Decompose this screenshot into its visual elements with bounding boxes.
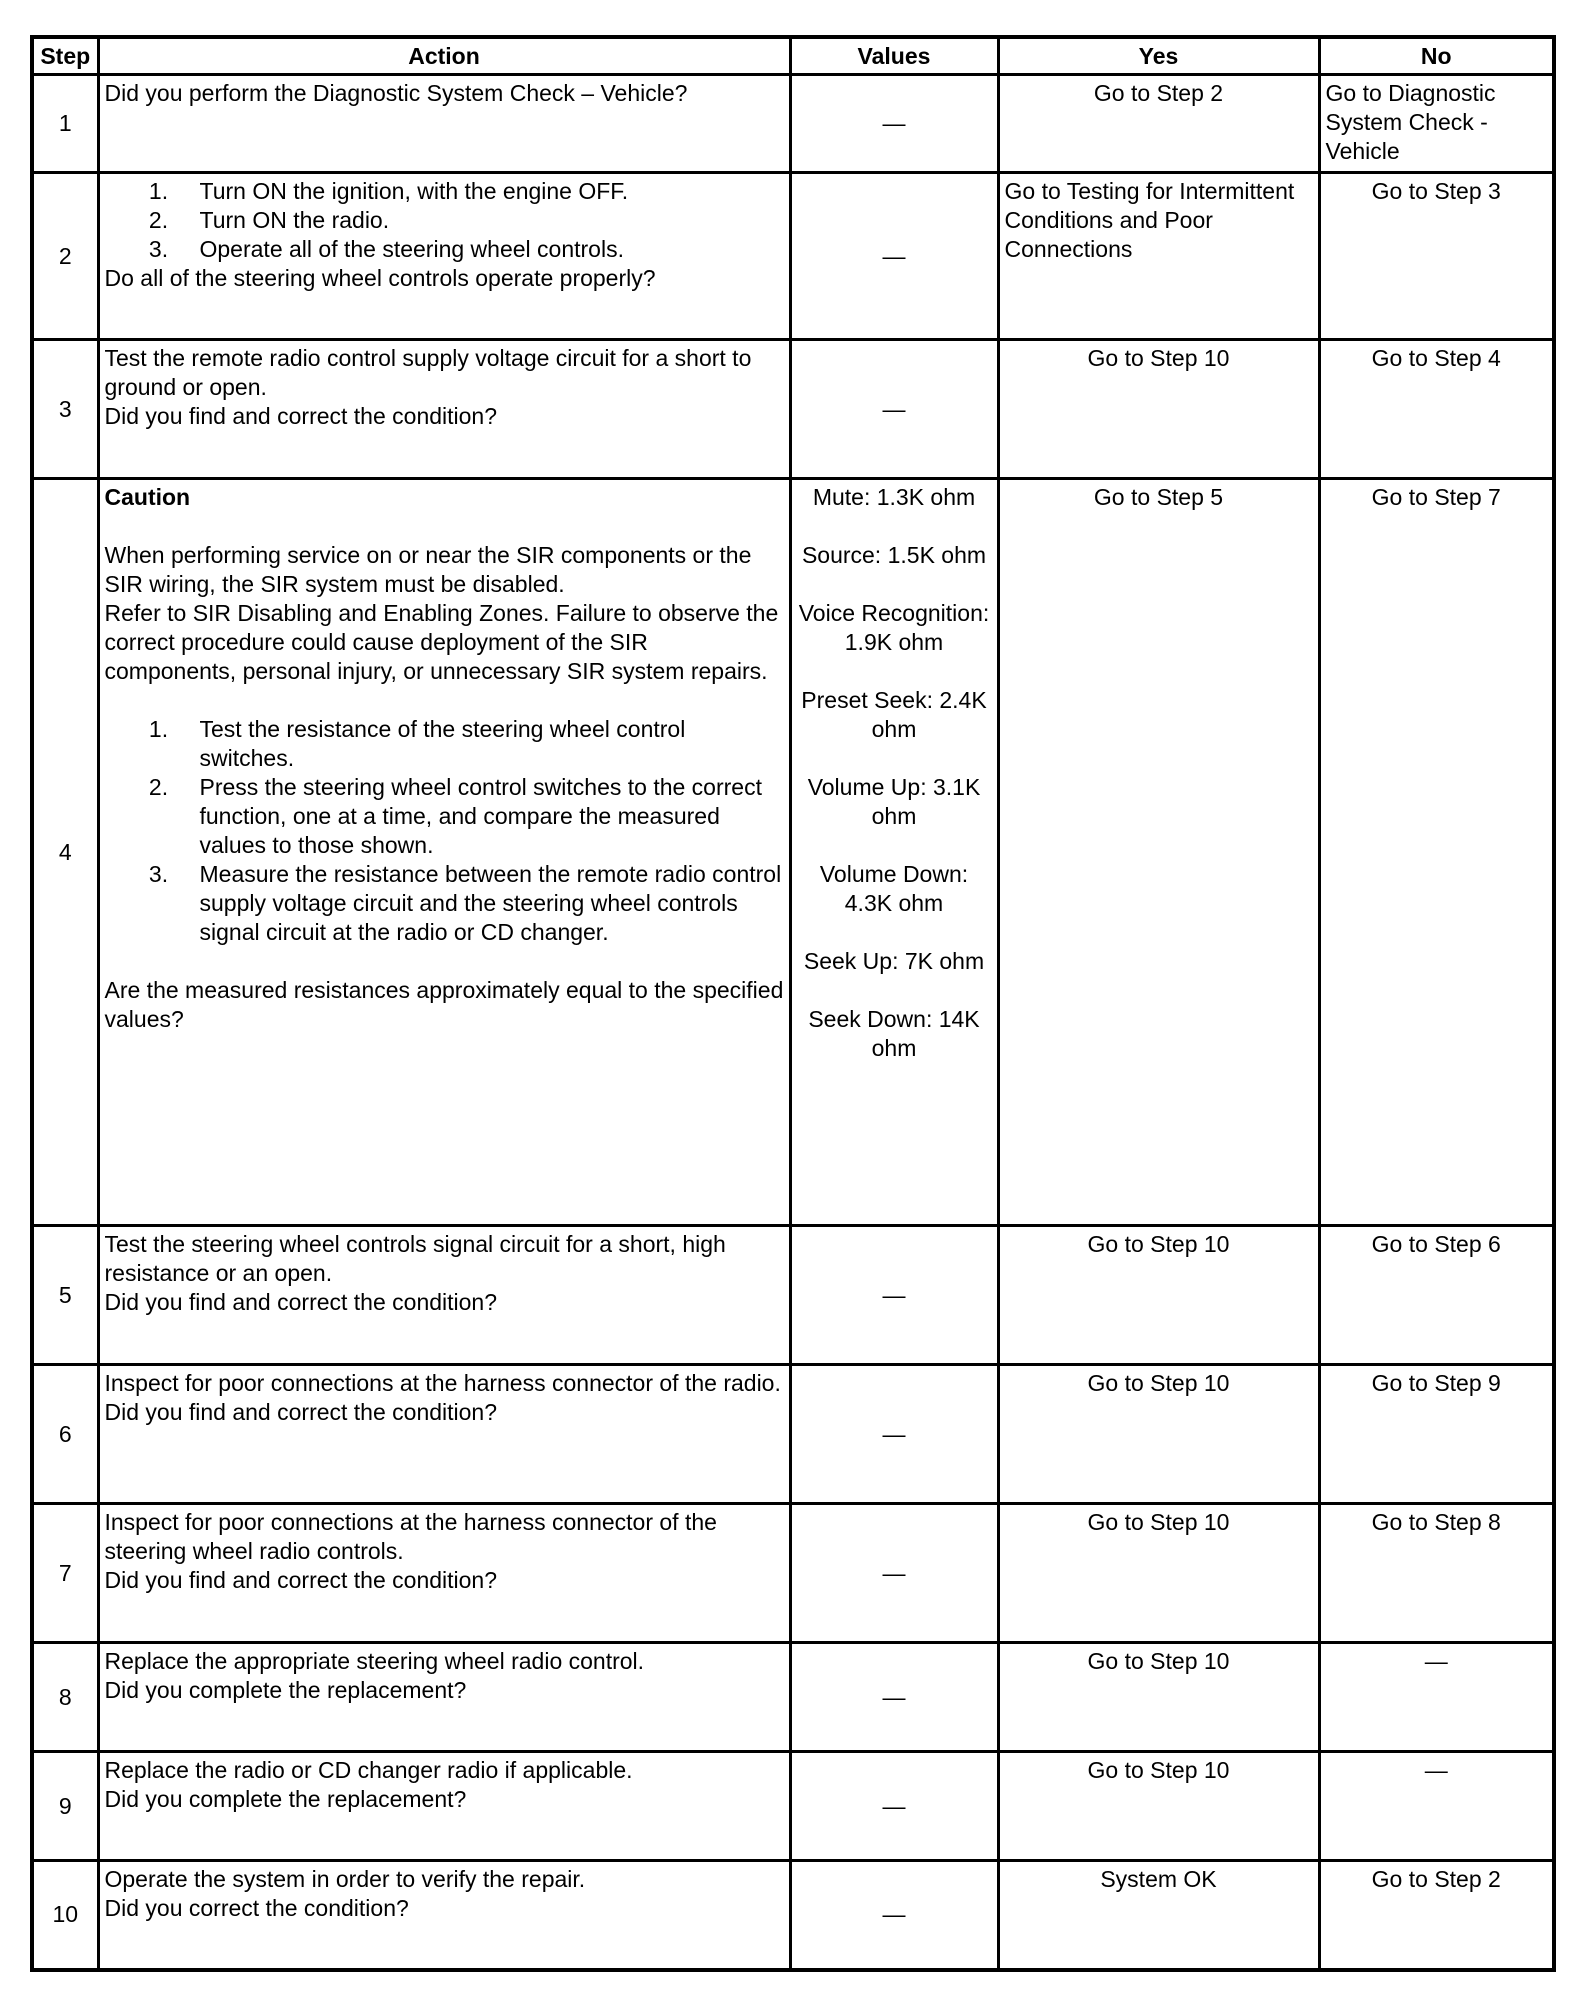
step-number: 5 <box>32 1226 98 1365</box>
yes-cell <box>998 1752 1319 1861</box>
step-number: 1 <box>32 75 98 173</box>
no-result: Go to Step 8 <box>1371 1509 1501 1535</box>
yes-cell <box>998 173 1319 340</box>
resistance-value: Source: 1.5K ohm <box>801 542 987 568</box>
table-row-step-6 <box>32 1365 1554 1504</box>
step-number: 6 <box>32 1365 98 1504</box>
yes-cell <box>998 479 1319 1226</box>
no-result: — <box>1424 1648 1448 1674</box>
no-result: — <box>1424 1757 1448 1783</box>
yes-cell <box>998 75 1319 173</box>
yes-result: Go to Step 10 <box>1087 1370 1230 1396</box>
no-result: Go to Step 9 <box>1371 1370 1501 1396</box>
action-cell <box>98 1226 790 1365</box>
action-step-item: 1. Turn ON the ignition, with the engine OFF. <box>175 177 784 206</box>
action-cell <box>98 1643 790 1752</box>
action-question: Did you find and correct the condition? <box>104 403 498 429</box>
resistance-value: Seek Down: 14K ohm <box>808 1006 980 1061</box>
action-cell <box>98 479 790 1226</box>
yes-result: Go to Step 2 <box>1093 80 1224 106</box>
header-action: Action <box>98 37 790 75</box>
action-steps-list <box>105 715 784 947</box>
no-cell <box>1319 479 1554 1226</box>
resistance-value: Voice Recognition: 1.9K ohm <box>798 600 990 655</box>
yes-cell <box>998 1643 1319 1752</box>
action-cell <box>98 1861 790 1970</box>
yes-result: Go to Step 10 <box>1087 1509 1230 1535</box>
action-question: Did you find and correct the condition? <box>104 1567 498 1593</box>
action-step-item: 3. Operate all of the steering wheel controls. <box>175 235 784 264</box>
table-row-step-1 <box>32 75 1554 173</box>
table-row-step-7 <box>32 1504 1554 1643</box>
header-no: No <box>1319 37 1554 75</box>
resistance-values-list <box>797 483 992 1063</box>
action-text: Replace the radio or CD changer radio if applicable. <box>104 1757 633 1783</box>
action-step-item: 1. Test the resistance of the steering wheel control switches. <box>175 715 784 773</box>
values-cell <box>790 479 998 1226</box>
step-number: 4 <box>32 479 98 1226</box>
table-row-step-8 <box>32 1643 1554 1752</box>
action-cell <box>98 1365 790 1504</box>
no-cell <box>1319 75 1554 173</box>
table-row-step-4 <box>32 479 1554 1226</box>
action-step-item: 2. Press the steering wheel control switches to the correct function, one at a time, and compare the measured values to those shown. <box>175 773 784 860</box>
no-cell <box>1319 1226 1554 1365</box>
table-row-step-5 <box>32 1226 1554 1365</box>
resistance-value: Mute: 1.3K ohm <box>812 484 976 510</box>
action-question: Did you find and correct the condition? <box>104 1399 498 1425</box>
no-cell <box>1319 340 1554 479</box>
values-cell: — <box>790 1504 998 1643</box>
caution-title: Caution <box>104 484 191 510</box>
values-cell: — <box>790 1643 998 1752</box>
no-cell <box>1319 1861 1554 1970</box>
no-result: Go to Step 6 <box>1371 1231 1501 1257</box>
no-result: Go to Diagnostic System Check - Vehicle <box>1325 80 1496 164</box>
no-cell <box>1319 1365 1554 1504</box>
table-row-step-2 <box>32 173 1554 340</box>
yes-result: Go to Step 10 <box>1087 1757 1230 1783</box>
table-row-step-10 <box>32 1861 1554 1970</box>
yes-result: System OK <box>1100 1866 1217 1892</box>
values-cell: — <box>790 1226 998 1365</box>
step-number: 3 <box>32 340 98 479</box>
action-cell <box>98 1752 790 1861</box>
yes-cell <box>998 1226 1319 1365</box>
yes-cell <box>998 1861 1319 1970</box>
caution-text-2: Refer to SIR Disabling and Enabling Zones. Failure to observe the correct procedure could cause deployment of the SIR components, personal injury, or unnecessary SIR system repairs. <box>104 600 779 684</box>
caution-text: When performing service on or near the SIR components or the SIR wiring, the SIR system must be disabled. <box>104 542 752 597</box>
action-cell <box>98 75 790 173</box>
resistance-value: Seek Up: 7K ohm <box>803 948 985 974</box>
action-steps-list <box>105 177 784 264</box>
action-text: Replace the appropriate steering wheel radio control. <box>104 1648 645 1674</box>
yes-result: Go to Step 10 <box>1087 1648 1230 1674</box>
table-row-step-9 <box>32 1752 1554 1861</box>
yes-result: Go to Step 10 <box>1087 345 1230 371</box>
diagnostic-table-container <box>30 35 1552 1972</box>
action-cell <box>98 173 790 340</box>
step-number: 10 <box>32 1861 98 1970</box>
resistance-value: Volume Up: 3.1K ohm <box>807 774 981 829</box>
action-question: Did you complete the replacement? <box>104 1677 467 1703</box>
values-cell: — <box>790 173 998 340</box>
action-question: Do all of the steering wheel controls operate properly? <box>104 265 656 291</box>
step-number: 9 <box>32 1752 98 1861</box>
action-text: Inspect for poor connections at the harness connector of the radio. <box>104 1370 781 1396</box>
yes-result: Go to Testing for Intermittent Conditions and Poor Connections <box>1004 178 1295 262</box>
header-step: Step <box>32 37 98 75</box>
no-cell <box>1319 1752 1554 1861</box>
no-result: Go to Step 2 <box>1371 1866 1501 1892</box>
action-question: Did you correct the condition? <box>104 1895 409 1921</box>
action-text: Operate the system in order to verify the repair. <box>104 1866 586 1892</box>
action-step-item: 3. Measure the resistance between the remote radio control supply voltage circuit and the steering wheel controls signal circuit at the radio or CD changer. <box>175 860 784 947</box>
header-row <box>32 37 1554 75</box>
action-text: Inspect for poor connections at the harness connector of the steering wheel radio controls. <box>104 1509 717 1564</box>
step-number: 8 <box>32 1643 98 1752</box>
no-cell <box>1319 1504 1554 1643</box>
no-result: Go to Step 4 <box>1371 345 1501 371</box>
values-cell: — <box>790 340 998 479</box>
values-cell: — <box>790 1752 998 1861</box>
yes-cell <box>998 1504 1319 1643</box>
header-yes: Yes <box>998 37 1319 75</box>
resistance-value: Preset Seek: 2.4K ohm <box>801 687 987 742</box>
values-cell: — <box>790 1365 998 1504</box>
header-values: Values <box>790 37 998 75</box>
action-cell <box>98 1504 790 1643</box>
action-cell <box>98 340 790 479</box>
resistance-value: Volume Down: 4.3K ohm <box>819 861 969 916</box>
action-text: Test the steering wheel controls signal circuit for a short, high resistance or an open. <box>104 1231 726 1286</box>
yes-result: Go to Step 5 <box>1093 484 1224 510</box>
no-result: Go to Step 3 <box>1371 178 1501 204</box>
no-cell <box>1319 173 1554 340</box>
action-question: Did you find and correct the condition? <box>104 1289 498 1315</box>
no-result: Go to Step 7 <box>1371 484 1501 510</box>
action-text: Test the remote radio control supply voltage circuit for a short to ground or open. <box>104 345 752 400</box>
values-cell: — <box>790 75 998 173</box>
no-cell <box>1319 1643 1554 1752</box>
yes-result: Go to Step 10 <box>1087 1231 1230 1257</box>
table-row-step-3 <box>32 340 1554 479</box>
step-number: 2 <box>32 173 98 340</box>
action-step-item: 2. Turn ON the radio. <box>175 206 784 235</box>
yes-cell <box>998 1365 1319 1504</box>
diagnostic-table <box>30 35 1556 1972</box>
yes-cell <box>998 340 1319 479</box>
action-question: Are the measured resistances approximately equal to the specified values? <box>104 977 784 1032</box>
values-cell: — <box>790 1861 998 1970</box>
action-question: Did you complete the replacement? <box>104 1786 467 1812</box>
action-question: Did you perform the Diagnostic System Check – Vehicle? <box>104 80 688 106</box>
step-number: 7 <box>32 1504 98 1643</box>
